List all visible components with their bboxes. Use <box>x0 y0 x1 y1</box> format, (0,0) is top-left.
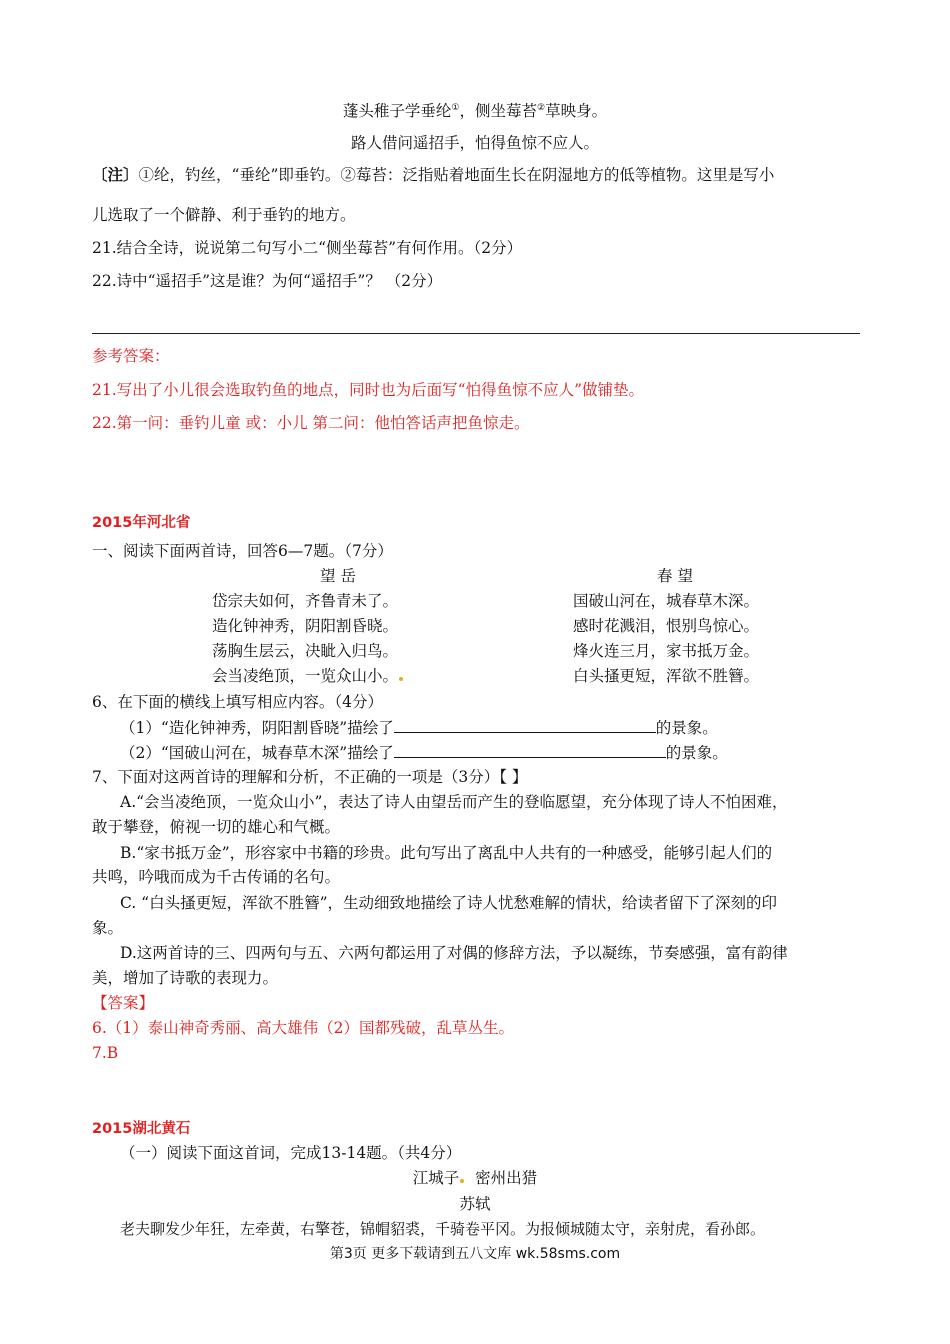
answer-7: 7.B <box>92 1044 119 1062</box>
answer-title: 参考答案： <box>92 347 170 365</box>
question-7: 7、下面对这两首诗的理解和分析，不正确的一项是（3分）【 】 <box>92 768 528 786</box>
answer-6: 6.（1）泰山神奇秀丽、高大雄伟（2）国都残破，乱草丛生。 <box>92 1019 515 1037</box>
option-c-line-1: C. “白头搔更短，浑欲不胜簪”，生动细致地描绘了诗人忧愁难解的情状，给读者留下了深刻的印 <box>120 894 778 912</box>
poem-a-title: 望 岳 <box>320 567 356 585</box>
section2-intro: 一、阅读下面两首诗，回答6—7题。（7分） <box>92 542 393 560</box>
option-a-line-2: 敢于攀登，俯视一切的雄心和气概。 <box>92 818 341 836</box>
page-footer: 第3页 更多下载请到五八文库 wk.58sms.com <box>329 1246 621 1262</box>
option-a-line-1: A.“会当凌绝顶，一览众山小”，表达了诗人由望岳而产生的登临愿望，充分体现了诗人不怕困难， <box>120 793 788 811</box>
poem-b-line: 感时花溅泪，恨别鸟惊心。 <box>573 617 760 635</box>
poem-line: 老夫聊发少年狂，左牵黄，右擎苍，锦帽貂裘，千骑卷平冈。为报倾城随太守，亲射虎，看孙郎。 <box>120 1220 766 1238</box>
poem-a-line: 荡胸生层云，决眦入归鸟。 <box>212 642 399 660</box>
question-6-1: （1）“造化钟神秀，阴阳割昏晓”描绘了 的景象。 <box>120 716 718 739</box>
poem-a-line: 造化钟神秀，阴阳割昏晓。 <box>212 617 399 635</box>
answer-label: 【答案】 <box>92 994 155 1012</box>
poem-author: 苏轼 <box>459 1195 491 1213</box>
section-heading-hebei: 2015年河北省 <box>92 515 191 531</box>
option-c-line-2: 象。 <box>92 919 124 937</box>
note-line-2: 儿选取了一个僻静、利于垂钓的地方。 <box>92 206 356 224</box>
answer-22: 22.第一问：垂钓儿童 或：小儿 第二问：他怕答话声把鱼惊走。 <box>92 414 530 432</box>
option-b-line-1: B.“家书抵万金”，形容家中书籍的珍贵。此句写出了离乱中人共有的一种感受，能够引起人们的 <box>120 844 773 862</box>
poem-b-line: 国破山河在，城春草木深。 <box>573 592 760 610</box>
poem-b-line: 白头搔更短，浑欲不胜簪。 <box>573 667 760 685</box>
question-6: 6、在下面的横线上填写相应内容。（4分） <box>92 693 383 711</box>
section-heading-huangshi: 2015湖北黄石 <box>92 1121 191 1137</box>
poem-b-title: 春 望 <box>657 567 693 585</box>
answer-21: 21.写出了小儿很会选取钓鱼的地点，同时也为后面写“怕得鱼惊不应人”做铺垫。 <box>92 381 645 399</box>
section3-intro: （一）阅读下面这首词，完成13-14题。（共4分） <box>120 1144 462 1162</box>
poem-line-2: 路人借问遥招手，怕得鱼惊不应人。 <box>350 134 599 152</box>
option-b-line-2: 共鸣，吟哦而成为千古传诵的名句。 <box>92 868 341 886</box>
divider <box>92 333 860 334</box>
marker-dot <box>399 677 403 681</box>
poem-a-line: 会当凌绝顶，一览众山小。 <box>212 665 404 687</box>
poem-a-line: 岱宗夫如何，齐鲁青未了。 <box>212 592 399 610</box>
option-d-line-2: 美，增加了诗歌的表现力。 <box>92 969 279 987</box>
answer-blank-2[interactable] <box>394 741 666 758</box>
poem-line-1: 蓬头稚子学垂纶①，侧坐莓苔②草映身。 <box>342 102 608 121</box>
answer-blank-1[interactable] <box>394 716 656 733</box>
question-21: 21.结合全诗，说说第二句写小二“侧坐莓苔”有何作用。（2分） <box>92 239 523 257</box>
poem-title: 江城子 密州出猎 <box>412 1169 538 1187</box>
note-line-1: 〔注〕①纶，钓丝，“垂纶”即垂钓。②莓苔：泛指贴着地面生长在阴湿地方的低等植物。这里是写小 <box>92 165 775 184</box>
poem-b-line: 烽火连三月，家书抵万金。 <box>573 642 760 660</box>
option-d-line-1: D.这两首诗的三、四两句与五、六两句都运用了对偶的修辞方法，予以凝练，节奏感强，富有韵律 <box>120 944 788 962</box>
marker-dot <box>460 1179 464 1183</box>
question-6-2: （2）“国破山河在，城春草木深”描绘了 的景象。 <box>120 741 728 764</box>
question-22: 22.诗中“遥招手”这是谁？为何“遥招手”？ （2分） <box>92 272 443 290</box>
